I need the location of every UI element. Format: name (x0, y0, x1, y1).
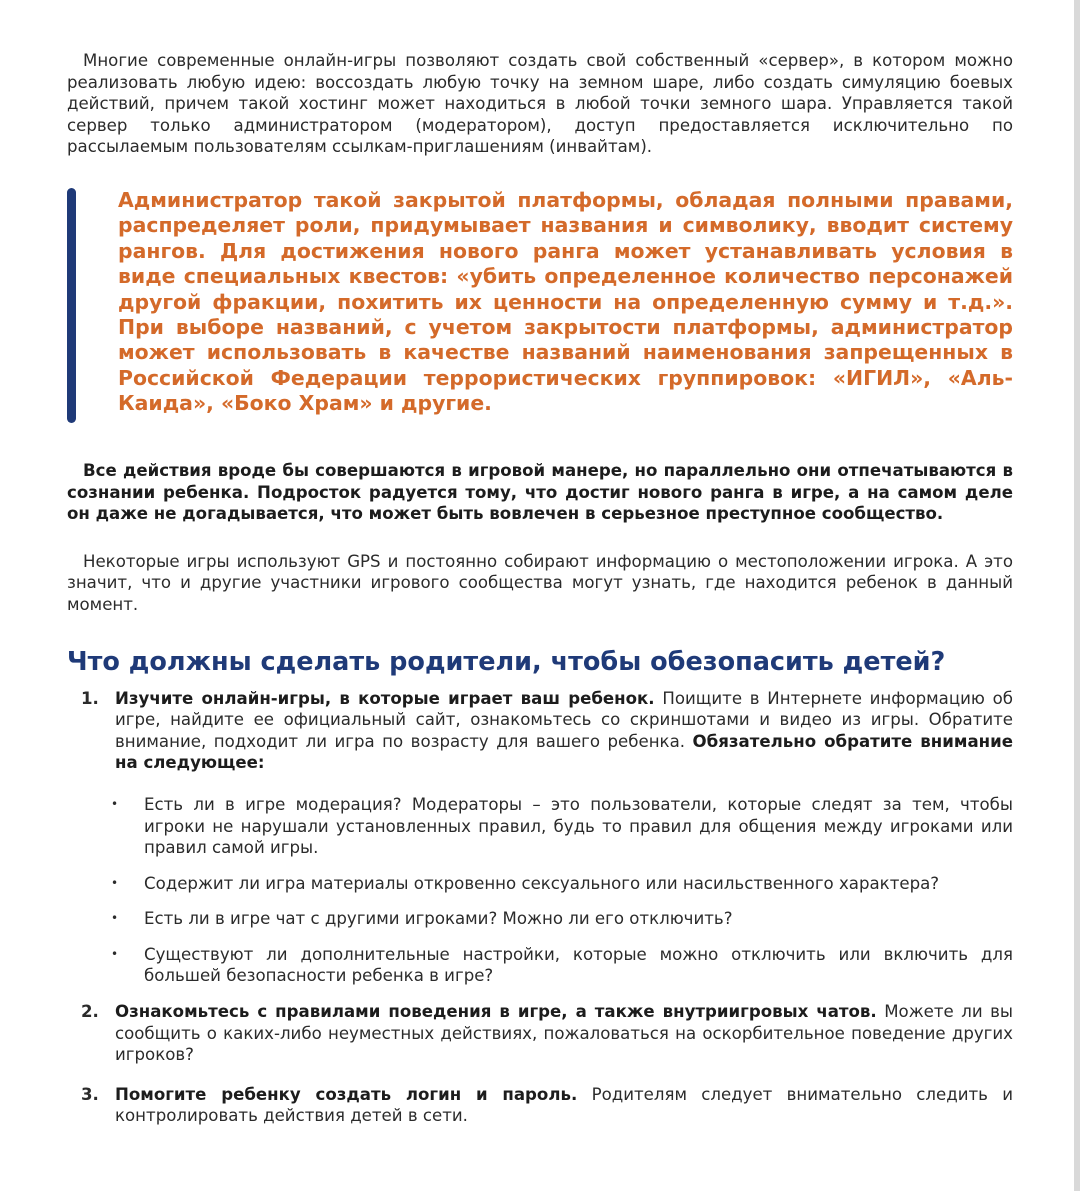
gps-paragraph: Некоторые игры используют GPS и постоянно собирают информацию о местоположении игрока. А это значит, что и другие участники игрового сообщества могут узнать, где находится ребенок в данный момент. (67, 551, 1013, 614)
list-item (67, 944, 1013, 987)
highlight-block (67, 188, 1013, 426)
bullet-text: Есть ли в игре модерация? Модераторы – это пользователи, которые следят за тем, чтобы игроки не нарушали установленных правил, будь то правил для общения между игроками или правил самой игры. (144, 794, 1013, 858)
list-item-step-1 (67, 688, 1013, 774)
list-item-step-2 (67, 1001, 1013, 1066)
quote-accent-bar (67, 188, 76, 423)
bullet-icon: • (111, 796, 119, 811)
step-title: Изучите онлайн-игры, в которые играет ваш ребенок. (115, 688, 655, 708)
step-number: 3. (81, 1084, 99, 1104)
intro-paragraph: Многие современные онлайн-игры позволяют создать свой собственный «сервер», в котором можно реализовать любую идею: воссоздать любую точку на земном шаре, либо создать симуляцию боевых действий, причем такой хостинг может находиться в любой точки земного шара. Управляется такой сервер только администратором (модератором), доступ предоставляется исключительно по рассылаемым пользователям ссылкам-приглашениям (инвайтам). (67, 51, 1013, 157)
step-text: Можете ли вы сообщить о каких-либо неуместных действиях, пожаловаться на оскорбительное поведение других игроков? (115, 1002, 1013, 1065)
bullet-text: Существуют ли дополнительные настройки, которые можно отключить или включить для большей безопасности ребенка в игре? (144, 944, 1013, 986)
step-title: Ознакомьтесь с правилами поведения в игре, а также внутриигровых чатов. (115, 1002, 877, 1022)
checklist (67, 794, 1013, 987)
document-page (67, 50, 1013, 1127)
highlight-quote: Администратор такой закрытой платформы, обладая полными правами, распределяет роли, придумывает названия и символику, вводит систему рангов. Для достижения нового ранга может устанавливать условия в виде специальных квестов: «убить определенное количество персонажей другой фракции, похитить их ценности на определенную сумму и т.д.». При выборе названий, с учетом закрытости платформы, администратор может использовать в качестве названий наименования запрещенных в Российской Федерации террористических группировок: «ИГИЛ», «Аль-Каида», «Боко Храм» и другие. (118, 187, 1013, 416)
step-title: Помогите ребенку создать логин и пароль. (115, 1084, 578, 1104)
bullet-icon: • (111, 911, 119, 926)
bullet-text: Есть ли в игре чат с другими игроками? Можно ли его отключить? (144, 909, 733, 929)
bold-paragraph: Все действия вроде бы совершаются в игровой манере, но параллельно они отпечатываются в сознании ребенка. Подросток радуется тому, что достиг нового ранга в игре, а на самом деле он даже не догадывается, что может быть вовлечен в серьезное преступное сообщество. (67, 460, 1013, 524)
bullet-icon: • (111, 946, 119, 961)
bullet-icon: • (111, 875, 119, 890)
step-number: 1. (81, 688, 99, 708)
section-heading: Что должны сделать родители, чтобы обезопасить детей? (67, 646, 946, 677)
list-item (67, 873, 1013, 895)
step-number: 2. (81, 1002, 99, 1022)
step-text: Родителям следует внимательно следить и контролировать действия детей в сети. (115, 1084, 1013, 1126)
step-text: Поищите в Интернете информацию об игре, найдите ее официальный сайт, ознакомьтесь со скриншотами и видео из игры. Обратите внимание, подходит ли игра по возрасту для вашего ребенка. (115, 688, 1013, 751)
bullet-text: Содержит ли игра материалы откровенно сексуального или насильственного характера? (144, 873, 940, 893)
step-emphasis: Обязательно обратите внимание на следующее: (115, 731, 1013, 773)
page-edge-shadow (1074, 0, 1080, 1191)
list-item (67, 794, 1013, 859)
parent-steps-list (67, 688, 1013, 1128)
list-item-step-3 (67, 1084, 1013, 1127)
list-item (67, 908, 1013, 930)
